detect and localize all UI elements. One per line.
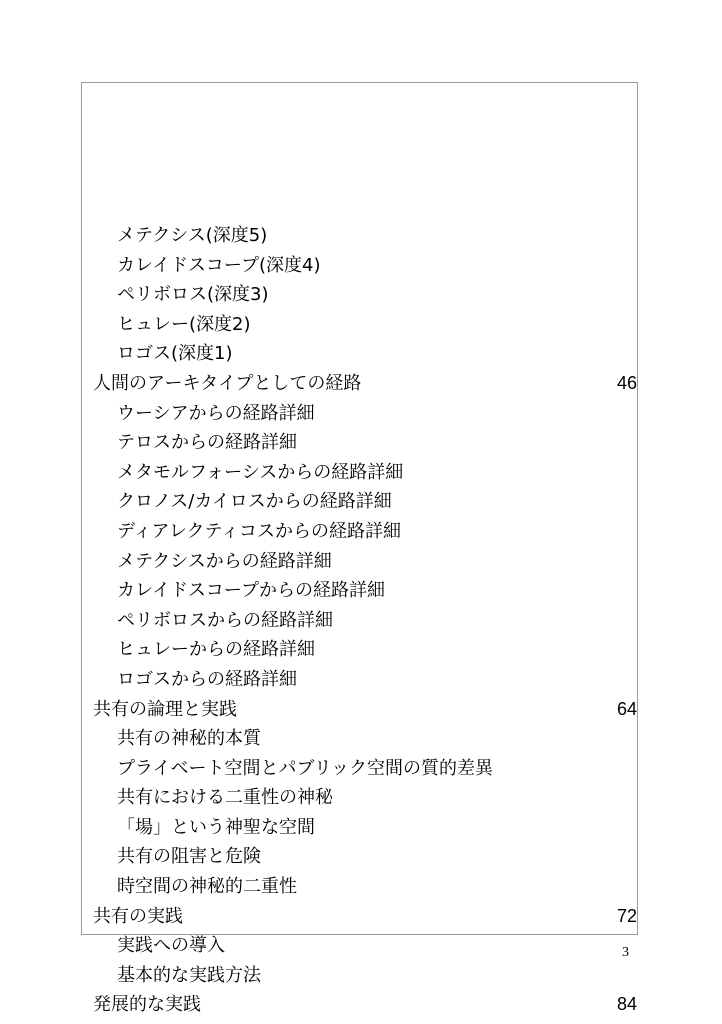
toc-entry-page-number: 72	[616, 905, 637, 926]
toc-entry-page-number: 84	[616, 994, 637, 1015]
toc-entry-title: カレイドスコープからの経路詳細	[117, 580, 386, 602]
toc-section-entry[interactable]	[82, 458, 637, 488]
toc-section-entry[interactable]	[82, 665, 637, 695]
toc-entry-title: ヒュレー(深度2)	[117, 313, 251, 335]
toc-chapter-entry[interactable]	[82, 369, 637, 399]
toc-section-entry[interactable]	[82, 931, 637, 961]
toc-entry-title: 「場」という神聖な空間	[117, 816, 315, 838]
toc-entry-title: ウーシアからの経路詳細	[117, 402, 315, 424]
toc-entry-title: 人間のアーキタイプとしての経路	[93, 372, 362, 394]
toc-section-entry[interactable]	[82, 635, 637, 665]
toc-chapter-entry[interactable]	[82, 695, 637, 725]
toc-section-entry[interactable]	[82, 724, 637, 754]
toc-section-entry[interactable]	[82, 251, 637, 281]
toc-entry-title: 実践への導入	[117, 935, 225, 957]
toc-entry-page-number: 64	[616, 698, 637, 719]
toc-section-entry[interactable]	[82, 487, 637, 517]
toc-entry-title: ディアレクティコスからの経路詳細	[117, 520, 402, 542]
toc-entry-title: ロゴスからの経路詳細	[117, 668, 297, 690]
toc-section-entry[interactable]	[82, 754, 637, 784]
toc-section-entry[interactable]	[82, 842, 637, 872]
toc-section-entry[interactable]	[82, 783, 637, 813]
toc-entry-title: メタモルフォーシスからの経路詳細	[117, 461, 404, 483]
toc-entry-title: 共有の実践	[93, 905, 183, 927]
toc-entry-title: 発展的な実践	[93, 994, 201, 1016]
toc-section-entry[interactable]	[82, 280, 637, 310]
toc-section-entry[interactable]	[82, 399, 637, 429]
toc-entry-title: ロゴス(深度1)	[117, 343, 233, 365]
page-number: 3	[622, 945, 629, 960]
toc-chapter-entry[interactable]	[82, 990, 637, 1020]
toc-entry-title: メテクシスからの経路詳細	[117, 550, 332, 572]
toc-entry-title: クロノス/カイロスからの経路詳細	[117, 491, 392, 513]
toc-section-entry[interactable]	[82, 576, 637, 606]
toc-section-entry[interactable]	[82, 961, 637, 991]
toc-entry-title: プライベート空間とパブリック空間の質的差異	[117, 757, 494, 779]
toc-entry-page-number: 46	[616, 372, 637, 393]
table-of-contents-list	[82, 221, 637, 1020]
toc-section-entry[interactable]	[82, 872, 637, 902]
toc-section-entry[interactable]	[82, 813, 637, 843]
toc-entry-title: 共有における二重性の神秘	[117, 787, 333, 809]
toc-entry-title: テロスからの経路詳細	[117, 432, 297, 454]
toc-entry-title: 時空間の神秘的二重性	[117, 876, 297, 898]
toc-entry-title: カレイドスコープ(深度4)	[117, 254, 321, 276]
toc-entry-title: 共有の阻害と危険	[117, 846, 261, 868]
toc-section-entry[interactable]	[82, 547, 637, 577]
toc-section-entry[interactable]	[82, 221, 637, 251]
toc-entry-title: 共有の神秘的本質	[117, 728, 261, 750]
toc-section-entry[interactable]	[82, 606, 637, 636]
toc-entry-title: ペリボロスからの経路詳細	[117, 609, 333, 631]
toc-entry-title: 基本的な実践方法	[117, 964, 261, 986]
toc-section-entry[interactable]	[82, 428, 637, 458]
toc-entry-title: メテクシス(深度5)	[117, 225, 268, 246]
toc-section-entry[interactable]	[82, 339, 637, 369]
toc-section-entry[interactable]	[82, 517, 637, 547]
toc-entry-title: 共有の論理と実践	[93, 698, 237, 720]
toc-entry-title: ヒュレーからの経路詳細	[117, 639, 315, 661]
table-of-contents-frame	[81, 82, 638, 1016]
toc-entry-title: ペリボロス(深度3)	[117, 284, 269, 306]
toc-section-entry[interactable]	[82, 310, 637, 340]
toc-chapter-entry[interactable]	[82, 902, 637, 932]
